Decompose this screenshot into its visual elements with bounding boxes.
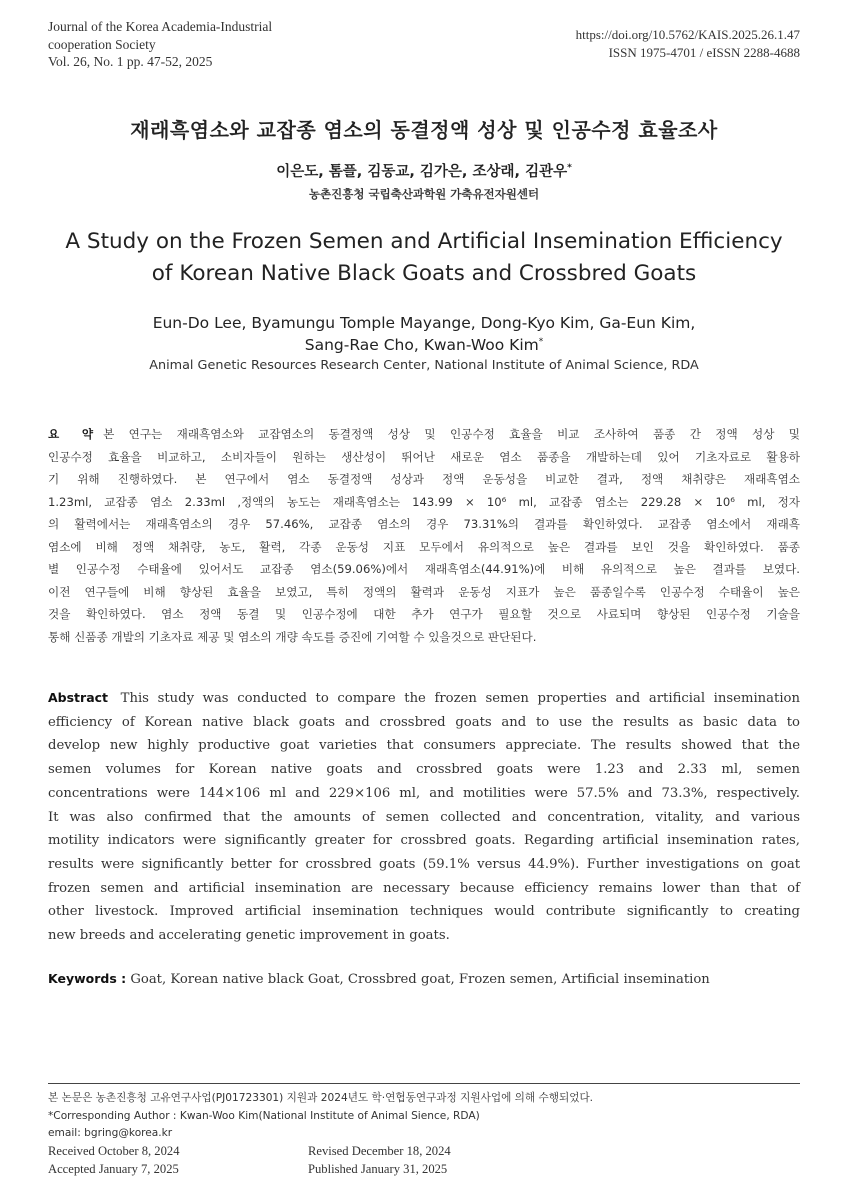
journal-name-line2: cooperation Society — [48, 36, 156, 52]
abstract-line: 것을 확인하였다. 염소 정액 동결 및 인공수정에 대한 추가 연구가 필요할 것으로 사료되며 향상된 인공수정 기술을 — [48, 607, 800, 621]
received-date: Received October 8, 2024 — [48, 1144, 180, 1158]
funding-note: 본 논문은 농촌진흥청 고유연구사업(PJ01723301) 지원과 2024년도 학·연협동연구과정 지원사업에 의해 수행되었다. — [48, 1092, 594, 1104]
keywords — [48, 971, 710, 987]
keywords-text: Goat, Korean native black Goat, Crossbred goat, Frozen semen, Artificial insemination — [130, 972, 710, 987]
abstract-line: efficiency of Korean native black goats and crossbred goats and to use the results as basic data to — [48, 714, 800, 730]
abstract-line: other livestock. Improved artificial insemination techniques would contribute significantly to creating — [48, 904, 800, 920]
korean-abstract-label: 요 약 — [48, 427, 98, 441]
doi-block — [576, 26, 800, 62]
korean-author-names: 이은도, 톰플, 김동교, 김가은, 조상래, 김관우 — [276, 164, 568, 180]
issn: ISSN 1975-4701 / eISSN 2288-4688 — [608, 45, 800, 60]
abstract-line: results were significantly better for crossbred goats (59.1% versus 44.9%). Further investigations on goat — [48, 856, 800, 872]
abstract-line: 인공수정 효율을 비교하고, 소비자들이 원하는 생산성이 뛰어난 새로운 염소 품종을 개발하는데 있어 기초자료로 활용하 — [48, 449, 800, 464]
footnote-divider — [48, 1083, 800, 1084]
korean-abstract — [48, 423, 800, 648]
korean-authors — [0, 160, 848, 181]
abstract-line: semen volumes for Korean native goats and crossbred goats were 1.23 and 2.33 ml, semen — [48, 762, 800, 778]
english-author-names: Sang-Rae Cho, Kwan-Woo Kim — [304, 336, 539, 354]
abstract-line: 1.23ml, 교잡종 염소 2.33ml ,정액의 농도는 재래흑염소는 143.99 × 10⁶ ml, 교잡종 염소는 229.28 × 10⁶ ml, 정자 — [48, 494, 800, 509]
english-abstract — [48, 686, 800, 948]
accepted-date: Accepted January 7, 2025 — [48, 1161, 179, 1176]
abstract-line: 의 활력에서는 재래흑염소의 경우 57.46%, 교잡종 염소의 경우 73.31%의 결과를 확인하였다. 교잡종 염소에서 재래흑 — [48, 517, 800, 531]
abstract-line: 별 인공수정 수태율에 있어서도 교잡종 염소(59.06%)에서 재래흑염소(44.91%)에 비해 유의적으로 높은 결과를 보였다. — [48, 562, 800, 576]
abstract-line: develop new highly productive goat varieties that consumers appreciate. The results showed that the — [48, 738, 800, 754]
english-title-line2: of Korean Native Black Goats and Crossbred Goats — [151, 261, 697, 286]
abstract-line: new breeds and accelerating genetic improvement in goats. — [48, 928, 450, 944]
english-title-line1: A Study on the Frozen Semen and Artificial Insemination Efficiency — [65, 229, 783, 254]
english-authors-line2 — [0, 334, 848, 356]
abstract-line: Abstract This study was conducted to compare the frozen semen properties and artificial insemination — [48, 690, 800, 706]
abstract-line: 이전 연구들에 비해 향상된 효율을 보였고, 특히 정액의 활력과 운동성 지표가 높은 품종일수록 인공수정 수태율이 높은 — [48, 584, 800, 599]
keywords-label: Keywords : — [48, 971, 127, 986]
email-address[interactable]: email: bgring@korea.kr — [48, 1127, 173, 1139]
corresponding-author: *Corresponding Author : Kwan-Woo Kim(National Institute of Animal Sience, RDA) — [48, 1109, 480, 1122]
abstract-line: frozen semen and artificial insemination are necessary because efficiency remains lower than that of — [48, 880, 800, 896]
korean-affiliation: 농촌진흥청 국립축산과학원 가축유전자원센터 — [308, 187, 540, 201]
publication-dates — [48, 1143, 451, 1178]
corresponding-mark: * — [567, 163, 572, 174]
corresponding-mark: * — [538, 336, 544, 347]
english-authors — [0, 312, 848, 356]
journal-volume: Vol. 26, No. 1 pp. 47-52, 2025 — [48, 54, 213, 69]
korean-title: 재래흑염소와 교잡종 염소의 동결정액 성상 및 인공수정 효율조사 — [130, 118, 718, 142]
english-abstract-label: Abstract — [48, 690, 109, 705]
revised-date: Revised December 18, 2024 — [308, 1144, 451, 1158]
abstract-line: concentrations were 144×106 ml and 229×106 ml, and motilities were 57.5% and 73.3%, respectively. — [48, 785, 800, 801]
abstract-line: 염소에 비해 정액 채취량, 농도, 활력, 각종 운동성 지표 모두에서 유의적으로 높은 결과를 보인 것을 확인하였다. 품종 — [48, 539, 800, 554]
abstract-line: motility indicators were significantly greater for crossbred goats. Regarding artificial insemination rates, — [48, 833, 800, 849]
doi-link[interactable]: https://doi.org/10.5762/KAIS.2025.26.1.47 — [575, 27, 800, 42]
published-date: Published January 31, 2025 — [308, 1161, 448, 1176]
abstract-line: 기 위해 진행하였다. 본 연구에서 염소 동결정액 성상과 정액 운동성을 비교한 결과, 정액 채취량은 재래흑염소 — [48, 472, 800, 486]
abstract-line: 요 약 본 연구는 재래흑염소와 교잡염소의 동결정액 성상 및 인공수정 효율을 비교 조사하여 품종 간 정액 성상 및 — [48, 427, 800, 441]
abstract-line: 통해 신품종 개발의 기초자료 제공 및 염소의 개량 속도를 증진에 기여할 수 있을것으로 판단된다. — [48, 629, 537, 644]
footnotes — [48, 1090, 593, 1143]
abstract-line: It was also confirmed that the amounts of semen collected and concentration, vitality, and various — [48, 809, 800, 825]
journal-name-line1: Journal of the Korea Academia-Industrial — [48, 19, 273, 34]
english-title — [0, 226, 848, 290]
english-affiliation: Animal Genetic Resources Research Center, National Institute of Animal Science, RDA — [149, 358, 699, 373]
english-authors-line1: Eun-Do Lee, Byamungu Tomple Mayange, Dong-Kyo Kim, Ga-Eun Kim, — [152, 314, 696, 332]
journal-citation — [48, 18, 272, 71]
